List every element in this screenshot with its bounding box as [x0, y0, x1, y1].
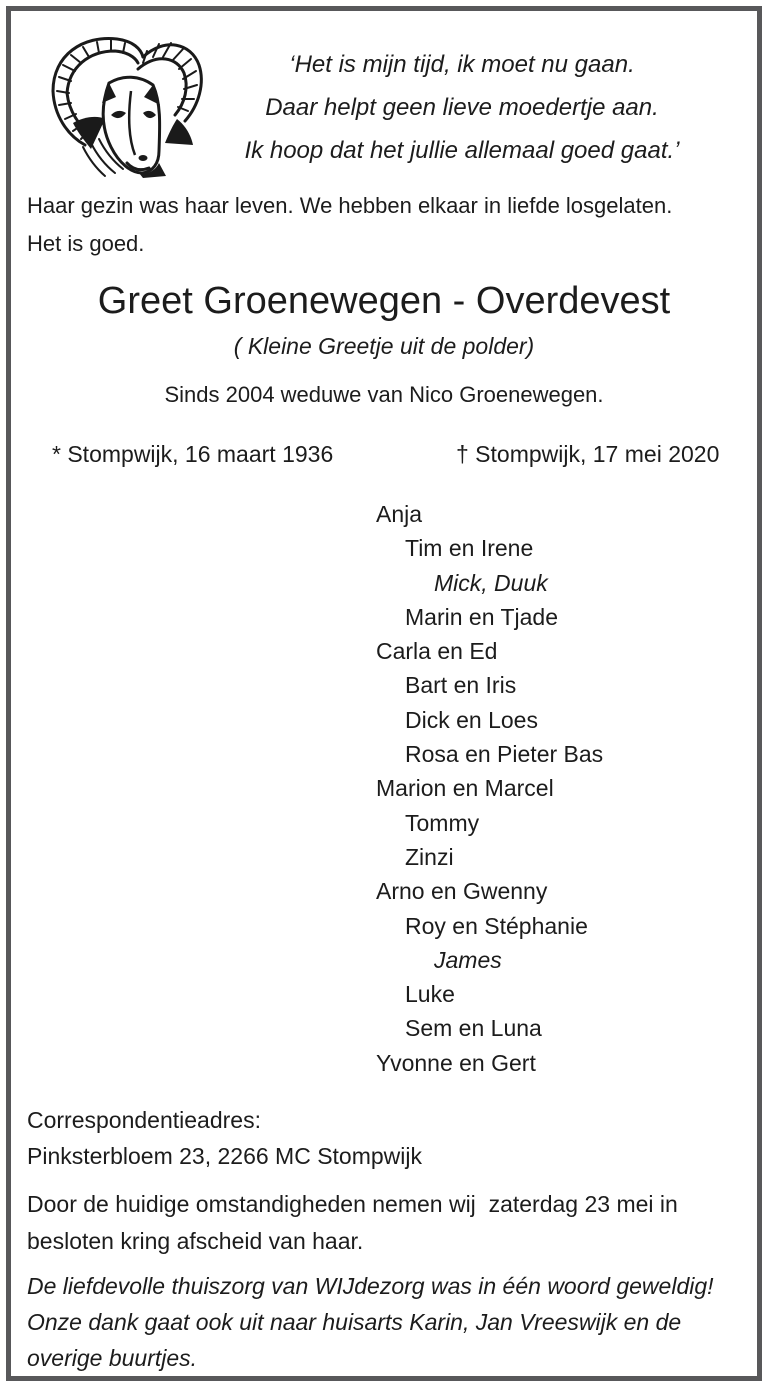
quote-line: ‘Het is mijn tijd, ik moet nu gaan.	[289, 51, 635, 78]
family-name-item: Roy en Stéphanie	[405, 912, 588, 939]
farewell-paragraph	[27, 1186, 741, 1260]
family-name-item: Luke	[405, 981, 455, 1008]
farewell-line: Door de huidige omstandigheden nemen wij zaterdag 23 mei in	[27, 1191, 678, 1218]
nickname-line: ( Kleine Greetje uit de polder)	[233, 333, 535, 359]
correspondence-block	[27, 1102, 741, 1174]
birth-date: * Stompwijk, 16 maart 1936	[52, 441, 334, 467]
correspondence-label: Correspondentieadres:	[27, 1107, 261, 1134]
family-name-item: Marin en Tjade	[405, 603, 558, 630]
intro-line: Haar gezin was haar leven. We hebben elkaar in liefde losgelaten.	[27, 193, 673, 218]
family-name-item: Dick en Loes	[405, 706, 538, 733]
farewell-line: besloten kring afscheid van haar.	[27, 1228, 364, 1255]
widow-line: Sinds 2004 weduwe van Nico Groenewegen.	[164, 382, 604, 407]
goat-head-icon	[39, 27, 209, 179]
family-names-list	[27, 497, 741, 1080]
thanks-line: Onze dank gaat ook uit naar huisarts Karin, Jan Vreeswijk en de	[27, 1309, 682, 1336]
family-name-item: Carla en Ed	[376, 638, 498, 665]
family-name-item: Bart en Iris	[405, 672, 517, 699]
quote-block	[209, 27, 741, 179]
family-name-item: Yvonne en Gert	[376, 1049, 536, 1076]
deceased-name-title: Greet Groenewegen - Overdevest	[97, 280, 671, 322]
family-name-item: Tommy	[405, 809, 480, 836]
family-name-item: Rosa en Pieter Bas	[405, 741, 604, 768]
memorial-card	[6, 6, 762, 1381]
intro-paragraph	[27, 187, 741, 263]
card-header	[27, 27, 741, 179]
family-name-item: Arno en Gwenny	[376, 878, 548, 905]
family-name-item: Marion en Marcel	[376, 775, 554, 802]
family-name-item: James	[434, 946, 502, 973]
family-name-item: Anja	[376, 501, 423, 527]
dates-row	[27, 441, 741, 471]
quote-line: Daar helpt geen lieve moedertje aan.	[265, 94, 659, 121]
correspondence-address: Pinksterbloem 23, 2266 MC Stompwijk	[27, 1143, 422, 1170]
quote-line: Ik hoop dat het jullie allemaal goed gaat.’	[244, 137, 680, 164]
family-name-item: Zinzi	[405, 843, 454, 870]
intro-line: Het is goed.	[27, 231, 145, 256]
thanks-paragraph	[27, 1268, 741, 1376]
family-name-item: Mick, Duuk	[434, 569, 548, 596]
family-name-item: Sem en Luna	[405, 1015, 542, 1042]
thanks-line: overige buurtjes.	[27, 1345, 198, 1372]
death-date: † Stompwijk, 17 mei 2020	[456, 441, 720, 467]
family-name-item: Tim en Irene	[405, 535, 534, 562]
thanks-line: De liefdevolle thuiszorg van WIJdezorg was in één woord geweldig!	[27, 1273, 714, 1300]
